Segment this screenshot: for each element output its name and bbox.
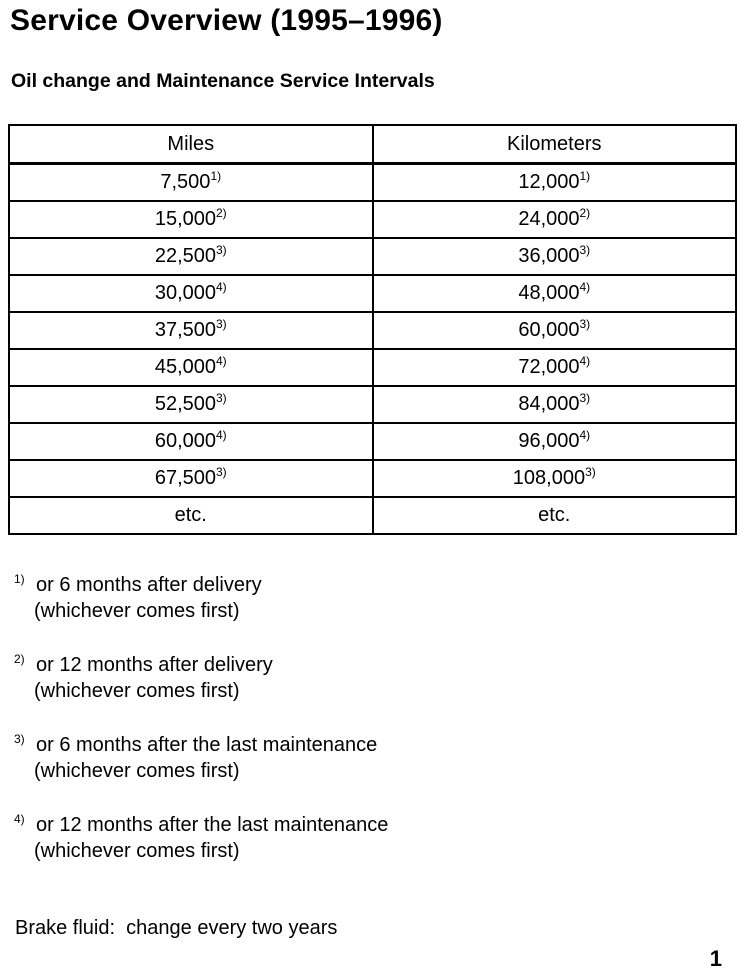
km-value: etc. bbox=[538, 504, 571, 526]
km-cell bbox=[373, 423, 737, 460]
table-row bbox=[9, 460, 736, 497]
miles-cell bbox=[9, 275, 373, 312]
miles-cell bbox=[9, 349, 373, 386]
footnote-ref: 3) bbox=[579, 317, 591, 331]
km-value: 24,000 bbox=[518, 208, 580, 230]
footnote-ref: 4) bbox=[216, 280, 227, 294]
footnote-ref: 4) bbox=[579, 354, 591, 368]
service-intervals-table bbox=[8, 124, 737, 535]
km-value: 12,000 bbox=[518, 171, 580, 193]
footnote-ref: 4) bbox=[579, 280, 591, 294]
table-row bbox=[9, 275, 736, 312]
km-cell bbox=[373, 312, 737, 349]
footnote-text-continuation: (whichever comes first) bbox=[34, 760, 240, 782]
footnote-ref: 3) bbox=[579, 243, 591, 257]
miles-value: 15,000 bbox=[154, 208, 216, 230]
table-row bbox=[9, 423, 736, 460]
footnote-marker: 4) bbox=[14, 812, 25, 826]
footnote-text-continuation: (whichever comes first) bbox=[34, 680, 240, 702]
footnote-text: or 6 months after the last maintenance bbox=[36, 734, 378, 756]
miles-value: 30,000 bbox=[154, 282, 216, 304]
footnote-ref: 2) bbox=[216, 206, 227, 220]
miles-column-header: Miles bbox=[9, 125, 373, 164]
miles-value: 22,500 bbox=[154, 245, 216, 267]
table-row bbox=[9, 201, 736, 238]
km-value: 48,000 bbox=[518, 282, 580, 304]
km-cell bbox=[373, 497, 737, 534]
section-subtitle: Oil change and Maintenance Service Intervals bbox=[11, 70, 435, 92]
km-cell bbox=[373, 164, 737, 202]
km-cell bbox=[373, 275, 737, 312]
miles-cell bbox=[9, 238, 373, 275]
table-row bbox=[9, 497, 736, 534]
footnote-text: or 6 months after delivery bbox=[36, 574, 262, 596]
miles-value: 7,500 bbox=[160, 171, 211, 193]
table-row bbox=[9, 238, 736, 275]
km-cell bbox=[373, 460, 737, 497]
page-number: 1 bbox=[709, 946, 722, 971]
footnote-text-continuation: (whichever comes first) bbox=[34, 840, 240, 862]
miles-cell bbox=[9, 201, 373, 238]
page-title: Service Overview (1995–1996) bbox=[10, 4, 443, 37]
footnote-text-continuation: (whichever comes first) bbox=[34, 600, 240, 622]
table-header-row bbox=[9, 125, 736, 164]
km-value: 36,000 bbox=[518, 245, 580, 267]
miles-value: 52,500 bbox=[154, 393, 216, 415]
miles-value: etc. bbox=[174, 504, 207, 526]
footnote-ref: 4) bbox=[579, 428, 591, 442]
footnote-text: or 12 months after delivery bbox=[36, 654, 273, 676]
miles-cell bbox=[9, 164, 373, 202]
km-value: 96,000 bbox=[518, 430, 580, 452]
miles-value: 37,500 bbox=[154, 319, 216, 341]
table-row bbox=[9, 349, 736, 386]
footnote-ref: 1) bbox=[579, 169, 591, 183]
miles-cell bbox=[9, 497, 373, 534]
footnote-ref: 2) bbox=[579, 206, 591, 220]
km-value: 108,000 bbox=[512, 467, 586, 489]
km-value: 60,000 bbox=[518, 319, 580, 341]
footnote-marker: 1) bbox=[14, 572, 25, 586]
km-value: 84,000 bbox=[518, 393, 580, 415]
table-row bbox=[9, 386, 736, 423]
footnote-ref: 3) bbox=[216, 391, 227, 405]
footnote-text: or 12 months after the last maintenance bbox=[36, 814, 389, 836]
footnote-ref: 4) bbox=[216, 354, 227, 368]
miles-value: 45,000 bbox=[154, 356, 216, 378]
kilometers-column-header: Kilometers bbox=[373, 125, 737, 164]
miles-cell bbox=[9, 386, 373, 423]
footnote-ref: 3) bbox=[579, 391, 591, 405]
miles-cell bbox=[9, 312, 373, 349]
miles-value: 67,500 bbox=[154, 467, 216, 489]
footnote-marker: 2) bbox=[14, 652, 25, 666]
km-value: 72,000 bbox=[518, 356, 580, 378]
footnote-ref: 3) bbox=[585, 465, 596, 479]
brake-fluid-note: Brake fluid: change every two years bbox=[15, 917, 338, 939]
footnote-ref: 3) bbox=[216, 243, 227, 257]
km-cell bbox=[373, 238, 737, 275]
footnote-ref: 1) bbox=[210, 169, 222, 183]
footnote-marker: 3) bbox=[14, 732, 25, 746]
km-cell bbox=[373, 386, 737, 423]
footnote-ref: 3) bbox=[216, 317, 227, 331]
footnote-ref: 4) bbox=[216, 428, 227, 442]
table-row bbox=[9, 312, 736, 349]
miles-cell bbox=[9, 423, 373, 460]
km-cell bbox=[373, 201, 737, 238]
footnote-ref: 3) bbox=[216, 465, 227, 479]
miles-cell bbox=[9, 460, 373, 497]
km-cell bbox=[373, 349, 737, 386]
table-row bbox=[9, 164, 736, 202]
miles-value: 60,000 bbox=[154, 430, 216, 452]
